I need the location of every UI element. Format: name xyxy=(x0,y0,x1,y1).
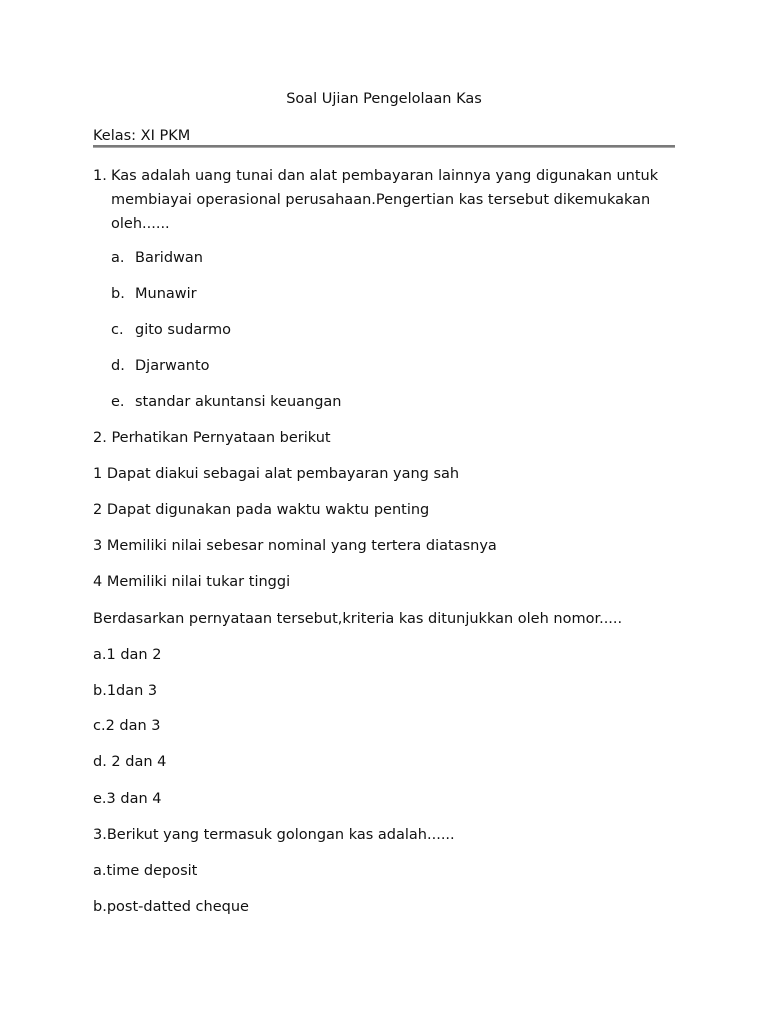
option-letter: a. xyxy=(111,250,125,266)
question-3-option-a: a.time deposit xyxy=(93,863,198,879)
question-1-option-c xyxy=(111,320,231,340)
option-letter: d. xyxy=(111,358,125,374)
question-2-option-d: d. 2 dan 4 xyxy=(93,754,167,770)
option-text: Munawir xyxy=(135,286,197,302)
question-1 xyxy=(93,164,673,236)
statement-4: 4 Memiliki nilai tukar tinggi xyxy=(93,574,291,590)
option-letter: e. xyxy=(111,394,125,410)
class-label: Kelas: XI PKM xyxy=(93,128,191,144)
question-3-heading: 3.Berikut yang termasuk golongan kas adalah...... xyxy=(93,827,455,843)
page-title: Soal Ujian Pengelolaan Kas xyxy=(286,91,482,107)
option-letter: c. xyxy=(111,322,124,338)
question-1-option-b xyxy=(111,284,197,304)
question-2-heading: 2. Perhatikan Pernyataan berikut xyxy=(93,430,331,446)
question-2-option-a: a.1 dan 2 xyxy=(93,647,162,663)
option-text: Djarwanto xyxy=(135,358,210,374)
option-text: standar akuntansi keuangan xyxy=(135,394,342,410)
question-1-option-a xyxy=(111,248,203,268)
statement-1: 1 Dapat diakui sebagai alat pembayaran yang sah xyxy=(93,466,460,482)
option-text: gito sudarmo xyxy=(135,322,231,338)
question-2-option-b: b.1dan 3 xyxy=(93,683,158,699)
question-1-option-d xyxy=(111,356,210,376)
question-2-option-e: e.3 dan 4 xyxy=(93,791,162,807)
option-text: Baridwan xyxy=(135,250,203,266)
question-1-option-e xyxy=(111,392,342,412)
statement-2: 2 Dapat digunakan pada waktu waktu penting xyxy=(93,502,430,518)
question-3-option-b: b.post-datted cheque xyxy=(93,899,249,915)
statement-3: 3 Memiliki nilai sebesar nominal yang tertera diatasnya xyxy=(93,538,497,554)
question-2-prompt: Berdasarkan pernyataan tersebut,kriteria kas ditunjukkan oleh nomor..... xyxy=(93,611,623,627)
question-text: Kas adalah uang tunai dan alat pembayaran lainnya yang digunakan untuk membiayai operasional perusahaan.Pengertian kas tersebut dikemukakan oleh...... xyxy=(111,168,659,232)
question-2-option-c: c.2 dan 3 xyxy=(93,718,161,734)
question-number: 1. xyxy=(93,168,107,184)
option-letter: b. xyxy=(111,286,125,302)
divider-rule xyxy=(93,145,675,148)
